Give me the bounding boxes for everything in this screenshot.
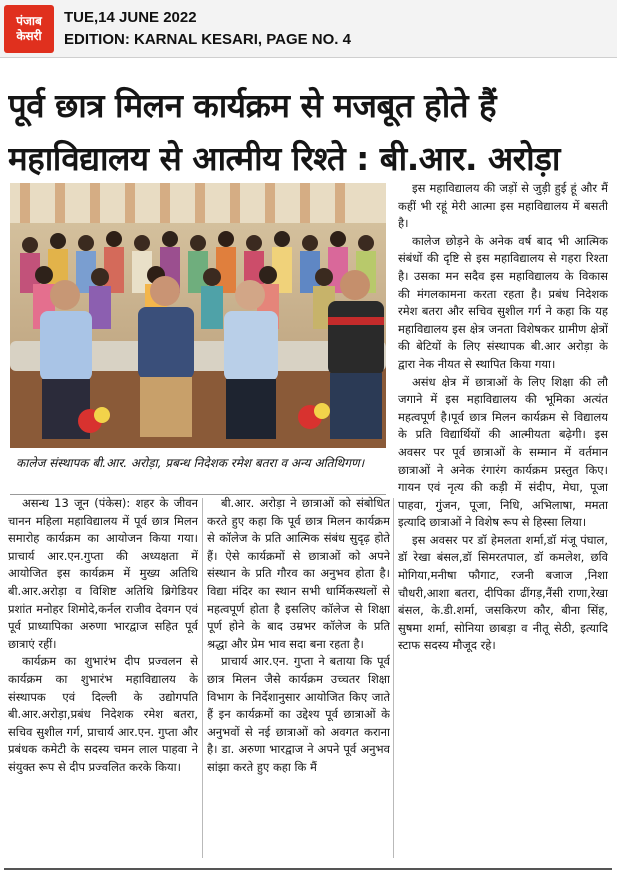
edition-date: TUE,14 JUNE 2022 [64,9,197,26]
paragraph: असंध क्षेत्र में छात्राओं के लिए शिक्षा की लौ जगाने में इस महाविद्यालय की भूमिका अत्यंत महत्वपूर्ण है।पूर्व छात्र मिलन कार्यक्रम से विद्यालय के प्रति विद्यार्थियों की आत्मीयता बढ़ेगी। इस अवसर पर पूर्व छात्राओं के सम्मान में वर्तमान छात्राओं ने अनेक रंगारंग कार्यक्रम प्रस्तुत किए। गायन एवं नृत्य की कड़ी में संदीप, मेघा, पूजा पाहवा, गुंजन, पूजा, निधि, अभिलाषा, ममता इत्यादि छात्राओं ने विशेष रूप से हिस्सा लिया। [398,374,608,530]
logo-line-2: केसरी [16,29,42,43]
article-column-middle [207,495,390,865]
paragraph: प्राचार्य आर.एन. गुप्ता ने बताया कि पूर्व छात्र मिलन जैसे कार्यक्रम उच्चतर शिक्षा विभाग के निर्देशानुसार आयोजित किए जाते हैं इन कार्यक्रमों का उद्देश्य पूर्व छात्राओं के अनुभवों से नई छात्राओं को अवगत कराना है। डा. अरुणा भारद्वाज ने अपने पूर्व अनुभव सांझा करते हुए कहा कि मैं [207,654,390,774]
edition-info: EDITION: KARNAL KESARI, PAGE NO. 4 [64,31,351,48]
paragraph: कालेज छोड़ने के अनेक वर्ष बाद भी आत्मिक संबंधों की दृष्टि से इस महाविद्यालय से गहरा रिश्ता है। उसका मन सदैव इस महाविद्यालय के विकास की मंगलकामना करता रहता है। प्रबंध निदेशक रमेश बतरा और सचिव सुशील गर्ग ने कहा कि यह महाविद्यालय इस क्षेत्र जनता विशेषकर ग्रामीण क्षेत्रों की बेटियों के लिए संस्थापक बी.आर अरोड़ा के द्वारा नेक नीयत से स्थापित किया गया। [398,233,608,371]
edition-header [0,0,617,58]
article-column-left [8,495,198,865]
paragraph: इस महाविद्यालय की जड़ों से जुड़ी हुई हूं और मैं कहीं भी रहूं मेरी आत्मा इस महाविद्यालय में बसती है। [398,181,608,231]
photo-caption: कालेज संस्थापक बी.आर. अरोड़ा, प्रबन्ध निदेशक रमेश बतरा व अन्य अतिथिगण। [10,451,386,495]
event-photo [10,183,386,448]
headline-line-1: पूर्व छात्र मिलन कार्यक्रम से मजबूत होते हैं [8,86,497,125]
logo-line-1: पंजाब [16,14,42,28]
column-divider [202,498,203,858]
page-bottom-rule [4,868,612,870]
headline-line-2: महाविद्यालय से आत्मीय रिश्ते : बी.आर. अरोड़ा [8,139,560,178]
event-photo-illustration [10,183,386,448]
paragraph: इस अवसर पर डॉ हेमलता शर्मा,डॉ मंजू पंघाल, डॉ रेखा बंसल,डॉ सिमरतपाल, डॉ कमलेश, छवि मोगिया,मनीषा फौगाट, रजनी बजाज ,निशा चौधरी,आशा बतरा, दीपिका ढींगड़,नैंसी राणा,रेखा बंसल, के.डी.शर्मा, जसकिरण कौर, बीना सिंह, सुषमा शर्मा, सोनिया छाबड़ा व नीतू सेठी, इत्यादि स्टाफ सदस्य मौजूद रहे। [398,532,608,653]
paragraph: कार्यक्रम का शुभारंभ दीप प्रज्वलन से कार्यक्रम का शुभारंभ महाविद्यालय के संस्थापक एवं दिल्ली के उद्योगपति बी.आर.अरोड़ा,प्रबंध निदेशक रमेश बतरा, सचिव सुशील गर्ग, प्राचार्य आर.एन. गुप्ता और प्रबंधक कमेटी के सदस्य चमन लाल पाहवा ने संयुक्त रूप से दीप प्रज्वलित करके किया। [8,654,198,774]
paragraph: बी.आर. अरोड़ा ने छात्राओं को संबोधित करते हुए कहा कि पूर्व छात्र मिलन कार्यक्रम से कॉलेज के प्रति आत्मिक संबंध सुदृढ़ होते हैं। ऐसे कार्यक्रमों से छात्राओं को अपने संस्थान के प्रति गौरव का अनुभव होता है। विद्या मंदिर का स्थान सभी धार्मिकस्थलों से महत्वपूर्ण होता है इसलिए कॉलेज से शिक्षा पूर्ण होने के बाद उम्रभर कॉलेज के प्रति श्रद्धा और प्रेम भाव सदा बना रहता है। [207,496,390,651]
newspaper-logo [4,5,54,53]
paragraph: असन्ध 13 जून (पंकेस): शहर के जीवन चानन महिला महाविद्यालय में पूर्व छात्र मिलन समारोह कार्यक्रम का आयोजन किया गया।प्राचार्य आर.एन.गुप्ता की अध्यक्षता में आयोजित इस कार्यक्रम में मुख्य अतिथि बी.आर.अरोड़ा व विशिष्ट अतिथि ब्रिगेडियर प्रशांत मनोहर शिमोदे,कर्नल राजीव देवगन एवं पूर्व प्राध्यापिका अरुणा भारद्वाज सहित पूर्व छात्राएं रहीं। [8,496,198,651]
article-column-right [398,180,608,860]
column-divider [393,498,394,858]
